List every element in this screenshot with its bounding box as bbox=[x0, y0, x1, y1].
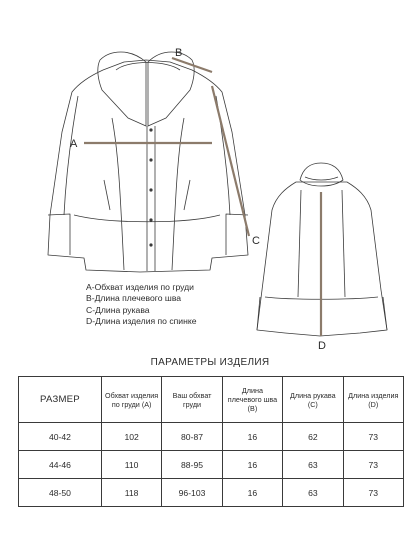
cell-shoulder-length: 16 bbox=[222, 451, 282, 479]
legend-item-b: B-Длина плечевого шва bbox=[86, 293, 182, 304]
back-panel-seam-right bbox=[342, 190, 345, 297]
table-row bbox=[19, 479, 404, 507]
front-left-sleeve-seam bbox=[64, 96, 78, 215]
header-shoulder-length: Длина плечевого шва (B) bbox=[222, 377, 282, 423]
marker-c: C bbox=[252, 235, 260, 247]
cell-your-chest: 80-87 bbox=[162, 423, 222, 451]
legend-item-c: C-Длина рукава bbox=[86, 304, 150, 315]
cell-your-chest: 96-103 bbox=[162, 479, 222, 507]
header-your-chest: Ваш обхват груди bbox=[162, 377, 222, 423]
cell-size: 48-50 bbox=[19, 479, 102, 507]
size-table bbox=[18, 376, 404, 507]
back-collar bbox=[300, 163, 343, 186]
front-princess-seam-left bbox=[112, 118, 124, 270]
front-left-cuff bbox=[48, 214, 70, 255]
cell-sleeve-length: 63 bbox=[283, 479, 343, 507]
cell-chest-girth: 110 bbox=[101, 451, 161, 479]
cell-sleeve-length: 62 bbox=[283, 423, 343, 451]
table-row bbox=[19, 451, 404, 479]
pocket-left bbox=[104, 180, 110, 210]
table-row bbox=[19, 423, 404, 451]
header-sleeve-length: Длина рукава (С) bbox=[283, 377, 343, 423]
measurement-legend bbox=[86, 282, 197, 327]
back-panel-seam-left bbox=[298, 190, 301, 297]
cell-garment-length: 73 bbox=[343, 451, 403, 479]
front-view bbox=[48, 52, 248, 272]
front-buttons bbox=[149, 128, 152, 246]
cell-sleeve-length: 63 bbox=[283, 451, 343, 479]
back-left-cuff bbox=[257, 297, 260, 330]
cell-size: 44-46 bbox=[19, 451, 102, 479]
cell-garment-length: 73 bbox=[343, 423, 403, 451]
cell-shoulder-length: 16 bbox=[222, 423, 282, 451]
pocket-right bbox=[184, 180, 190, 210]
legend-item-a: A-Обхват изделия по груди bbox=[86, 282, 194, 292]
header-garment-length: Длина изделия (D) bbox=[343, 377, 403, 423]
cell-size: 40-42 bbox=[19, 423, 102, 451]
legend-item-d: D-Длина изделия по спинке bbox=[86, 315, 197, 326]
back-collar-fold bbox=[305, 177, 338, 180]
cell-chest-girth: 118 bbox=[101, 479, 161, 507]
cell-your-chest: 88-95 bbox=[162, 451, 222, 479]
header-size: РАЗМЕР bbox=[19, 377, 102, 423]
front-princess-seam-right bbox=[172, 118, 184, 270]
header-chest-girth: Обхват изделия по груди (А) bbox=[101, 377, 161, 423]
back-right-cuff bbox=[383, 297, 387, 330]
cell-shoulder-length: 16 bbox=[222, 479, 282, 507]
cell-chest-girth: 102 bbox=[101, 423, 161, 451]
size-table-title: ПАРАМЕТРЫ ИЗДЕЛИЯ bbox=[150, 357, 270, 368]
measure-c-line bbox=[212, 86, 249, 236]
marker-d: D bbox=[318, 340, 326, 350]
marker-b: B bbox=[175, 47, 183, 59]
table-header-row bbox=[19, 377, 404, 423]
marker-a: A bbox=[70, 138, 78, 150]
cell-garment-length: 73 bbox=[343, 479, 403, 507]
